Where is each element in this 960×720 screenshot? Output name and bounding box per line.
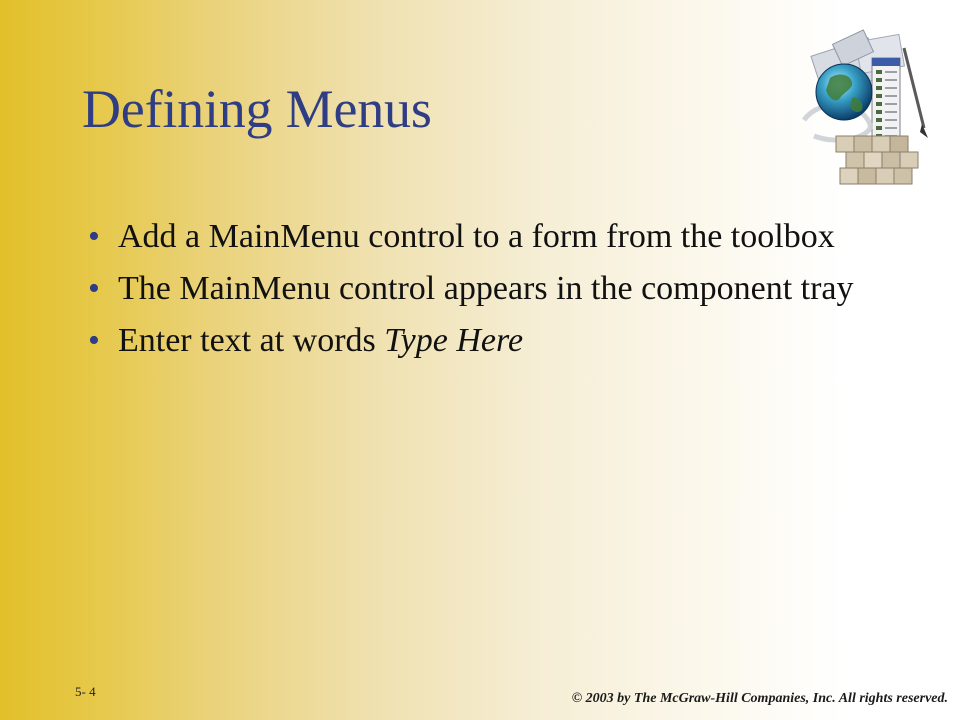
globe-toolbox-clipart-icon: [800, 28, 934, 200]
bullet-marker: •: [88, 218, 100, 255]
bullet-text-prefix: Enter text at words: [118, 322, 385, 360]
slide-number: 5- 4: [75, 684, 96, 699]
bullet-text-emphasis: Type Here: [384, 322, 524, 360]
bullet-marker: •: [88, 322, 100, 360]
bullet-item: [80, 218, 900, 256]
copyright-notice: © 2003 by The McGraw-Hill Companies, Inc. All rights reserved.: [571, 691, 948, 706]
bullet-item: [80, 322, 900, 360]
bullet-item: [80, 270, 900, 308]
slide-title: Defining Menus: [82, 79, 432, 139]
bullet-list: [80, 218, 900, 374]
bullet-marker: •: [88, 270, 100, 308]
bullet-text: The MainMenu control appears in the component tray: [118, 270, 854, 308]
bullet-text: Add a MainMenu control to a form from the toolbox: [118, 218, 835, 255]
